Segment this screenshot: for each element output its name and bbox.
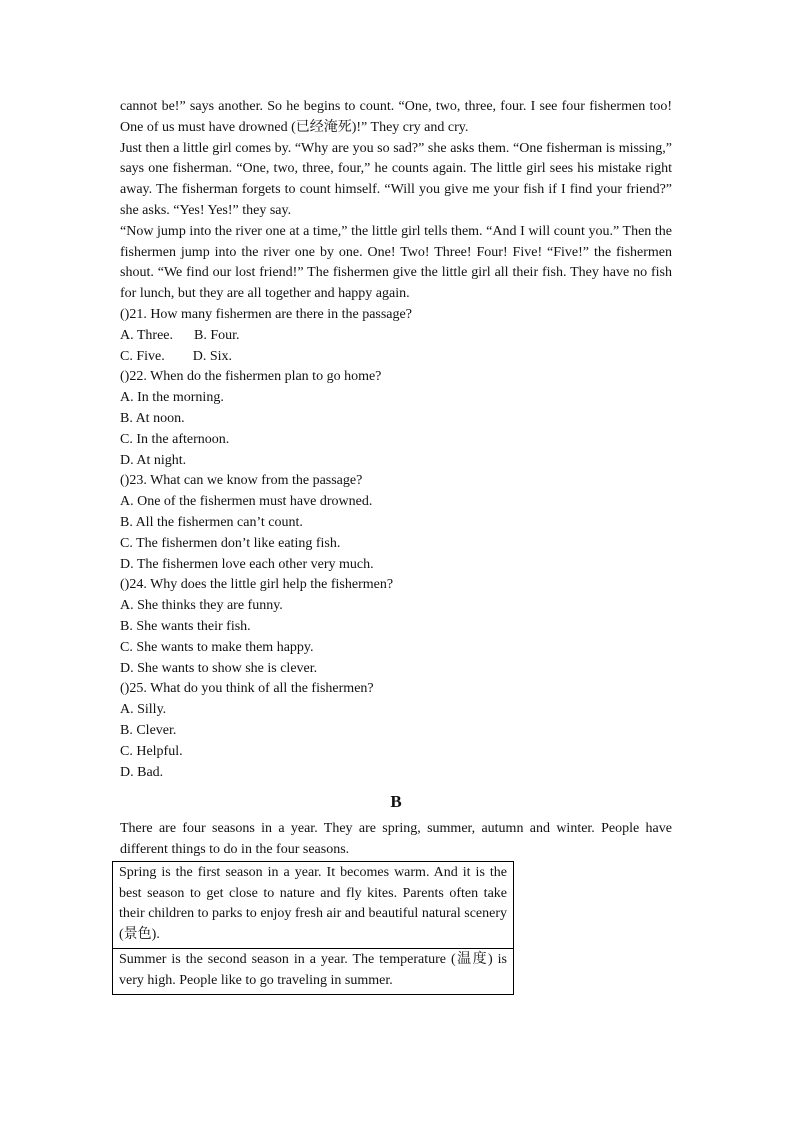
option-c: C. In the afternoon. xyxy=(120,431,230,447)
question-text: ()22. When do the fishermen plan to go home? xyxy=(120,369,382,385)
option-d: D. Bad. xyxy=(120,764,164,780)
document-content xyxy=(120,97,672,995)
question-22 xyxy=(120,367,672,471)
question-25 xyxy=(120,679,672,783)
option-b: B. Clever. xyxy=(120,722,177,738)
option-a: A. Silly. xyxy=(120,702,167,718)
passage-a-paragraph-3: “Now jump into the river one at a time,” the little girl tells them. “And I will count you.” Then the fishermen jump into the river one by one. One! Two! Three! Four! Five! “Five!” the fishermen shout. “We find our lost friend!” The fishermen give the little girl all their fish. They have no fish for lunch, but they are all together and happy again. xyxy=(120,223,672,302)
option-a: A. In the morning. xyxy=(120,390,224,406)
option-c: C. The fishermen don’t like eating fish. xyxy=(120,535,341,551)
option-a: A. She thinks they are funny. xyxy=(120,598,283,614)
season-text-clip xyxy=(119,950,507,992)
passage-a xyxy=(120,97,672,305)
season-box-summer xyxy=(112,949,514,995)
question-text: ()24. Why does the little girl help the fishermen? xyxy=(120,577,394,593)
passage-b-intro: There are four seasons in a year. They are spring, summer, autumn and winter. People have different things to do in the four seasons. xyxy=(120,821,672,858)
option-d: D. At night. xyxy=(120,452,187,468)
season-box-spring xyxy=(112,861,514,949)
option-d: D. The fishermen love each other very much. xyxy=(120,556,374,572)
option-a: A. One of the fishermen must have drowned. xyxy=(120,494,373,510)
option-c: C. Helpful. xyxy=(120,743,183,759)
option-line: A. Three. B. Four. xyxy=(120,327,240,343)
passage-a-paragraph-1: cannot be!” says another. So he begins to count. “One, two, three, four. I see four fishermen too! One of us must have drowned (已经淹死)!” They cry and cry. xyxy=(120,99,672,135)
option-c: C. She wants to make them happy. xyxy=(120,639,314,655)
season-text: Summer is the second season in a year. The temperature (温度) is very high. People like to go traveling in summer. xyxy=(119,952,507,988)
option-line: C. Five. D. Six. xyxy=(120,348,233,364)
option-b: B. At noon. xyxy=(120,410,185,426)
question-21 xyxy=(120,305,672,367)
question-24 xyxy=(120,575,672,679)
option-b: B. All the fishermen can’t count. xyxy=(120,514,303,530)
question-23 xyxy=(120,471,672,575)
question-text: ()23. What can we know from the passage? xyxy=(120,473,363,489)
option-d: D. She wants to show she is clever. xyxy=(120,660,318,676)
question-text: ()21. How many fishermen are there in the passage? xyxy=(120,306,412,322)
question-text: ()25. What do you think of all the fishermen? xyxy=(120,681,374,697)
option-b: B. She wants their fish. xyxy=(120,618,251,634)
season-text: Spring is the first season in a year. It becomes warm. And it is the best season to get close to nature and fly kites. Parents often take their children to parks to enjoy fresh air and beautiful natural scenery (景色). xyxy=(119,864,507,943)
section-heading-b: B xyxy=(390,792,402,812)
passage-a-paragraph-2: Just then a little girl comes by. “Why are you so sad?” she asks them. “One fisherman is missing,” says one fisherman. “One, two, three, four,” he counts again. The little girl sees his mistake right away. The fisherman forgets to count himself. “Will you give me your fish if I find your friend?” she asks. “Yes! Yes!” they say. xyxy=(120,140,672,218)
